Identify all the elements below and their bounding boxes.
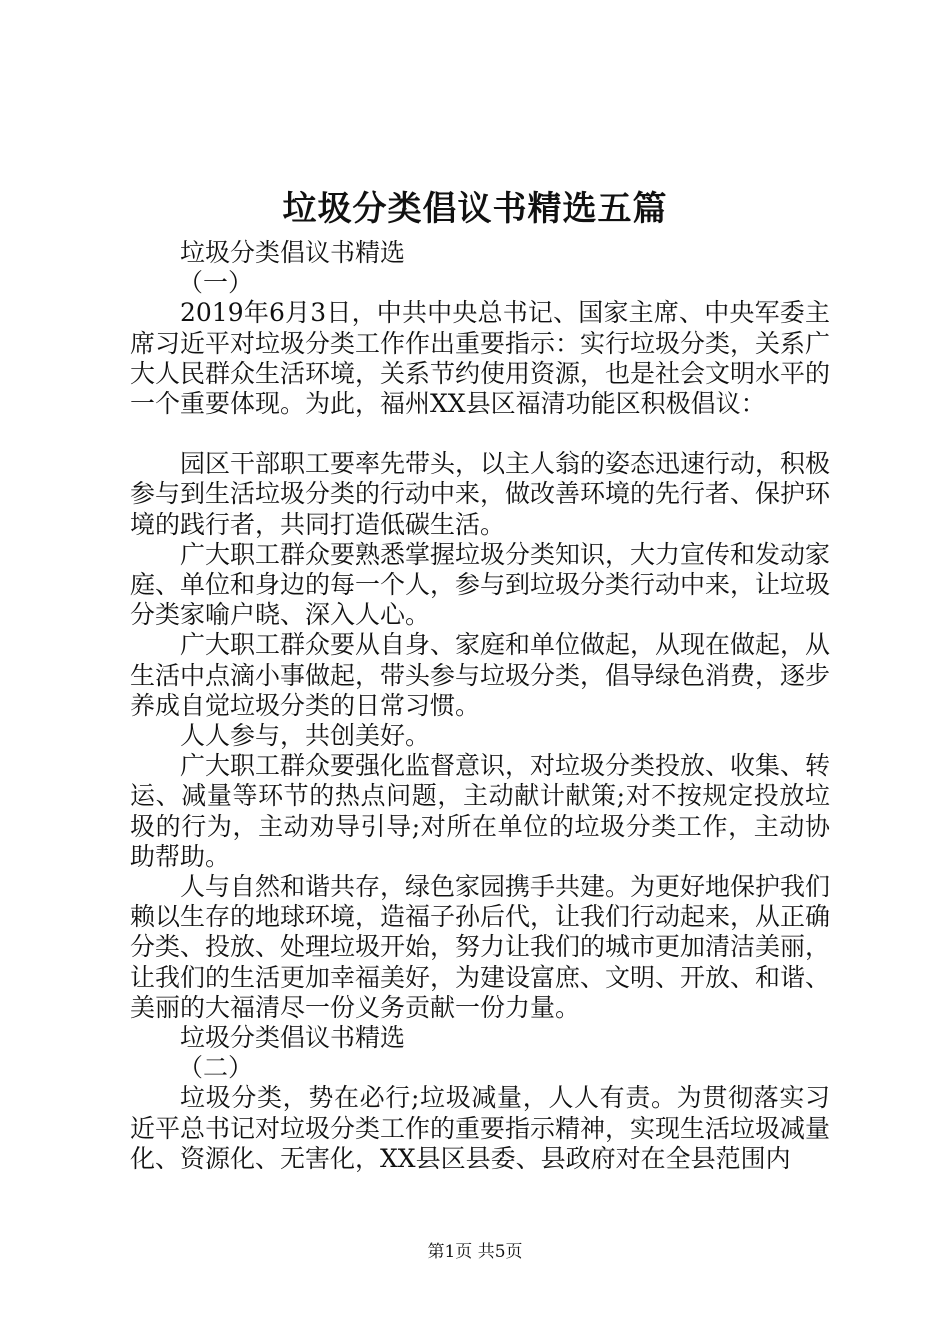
paragraph: 2019年6月3日，中共中央总书记、国家主席、中央军委主席习近平对垃圾分类工作作出重要指示：实行垃圾分类，关系广大人民群众生活环境，关系节约使用资源，也是社会文明水平的一个重要体现。为此，福州XX县区福清功能区积极倡议： (130, 298, 831, 419)
section-heading-1: 垃圾分类倡议书精选 (180, 238, 406, 267)
paragraph: 广大职工群众要强化监督意识，对垃圾分类投放、收集、转运、减量等环节的热点问题，主动献计献策;对不按规定投放垃圾的行为，主动劝导引导;对所在单位的垃圾分类工作，主动协助帮助。 (130, 751, 831, 871)
document-title: 垃圾分类倡议书精选五篇 (282, 189, 668, 229)
paragraph: 人与自然和谐共存，绿色家园携手共建。为更好地保护我们赖以生存的地球环境，造福子孙后代，让我们行动起来，从正确分类、投放、处理垃圾开始，努力让我们的城市更加清洁美丽，让我们的生活更加幸福美好，为建设富庶、文明、开放、和谐、美丽的大福清尽一份义务贡献一份力量。 (130, 872, 831, 1022)
paragraph: 人人参与，共创美好。 (180, 721, 431, 751)
document-body (130, 238, 830, 1174)
page-footer: 第1页 共5页 (427, 1242, 523, 1262)
paragraph-spacer (130, 419, 830, 449)
section-heading-2: 垃圾分类倡议书精选 (180, 1023, 406, 1053)
paragraph: 广大职工群众要从自身、家庭和单位做起，从现在做起，从生活中点滴小事做起，带头参与垃圾分类，倡导绿色消费，逐步养成自觉垃圾分类的日常习惯。 (130, 630, 831, 720)
section-number-2: （二） (178, 1053, 254, 1083)
paragraph: 园区干部职工要率先带头，以主人翁的姿态迅速行动，积极参与到生活垃圾分类的行动中来，做改善环境的先行者、保护环境的践行者，共同打造低碳生活。 (130, 449, 831, 539)
paragraph: 广大职工群众要熟悉掌握垃圾分类知识，大力宣传和发动家庭、单位和身边的每一个人，参与到垃圾分类行动中来，让垃圾分类家喻户晓、深入人心。 (130, 539, 831, 630)
section-number-1: （一） (178, 268, 254, 298)
paragraph: 垃圾分类，势在必行;垃圾减量，人人有责。为贯彻落实习近平总书记对垃圾分类工作的重要指示精神，实现生活垃圾减量化、资源化、无害化，XX县区县委、县政府对在全县范围内 (130, 1083, 831, 1173)
